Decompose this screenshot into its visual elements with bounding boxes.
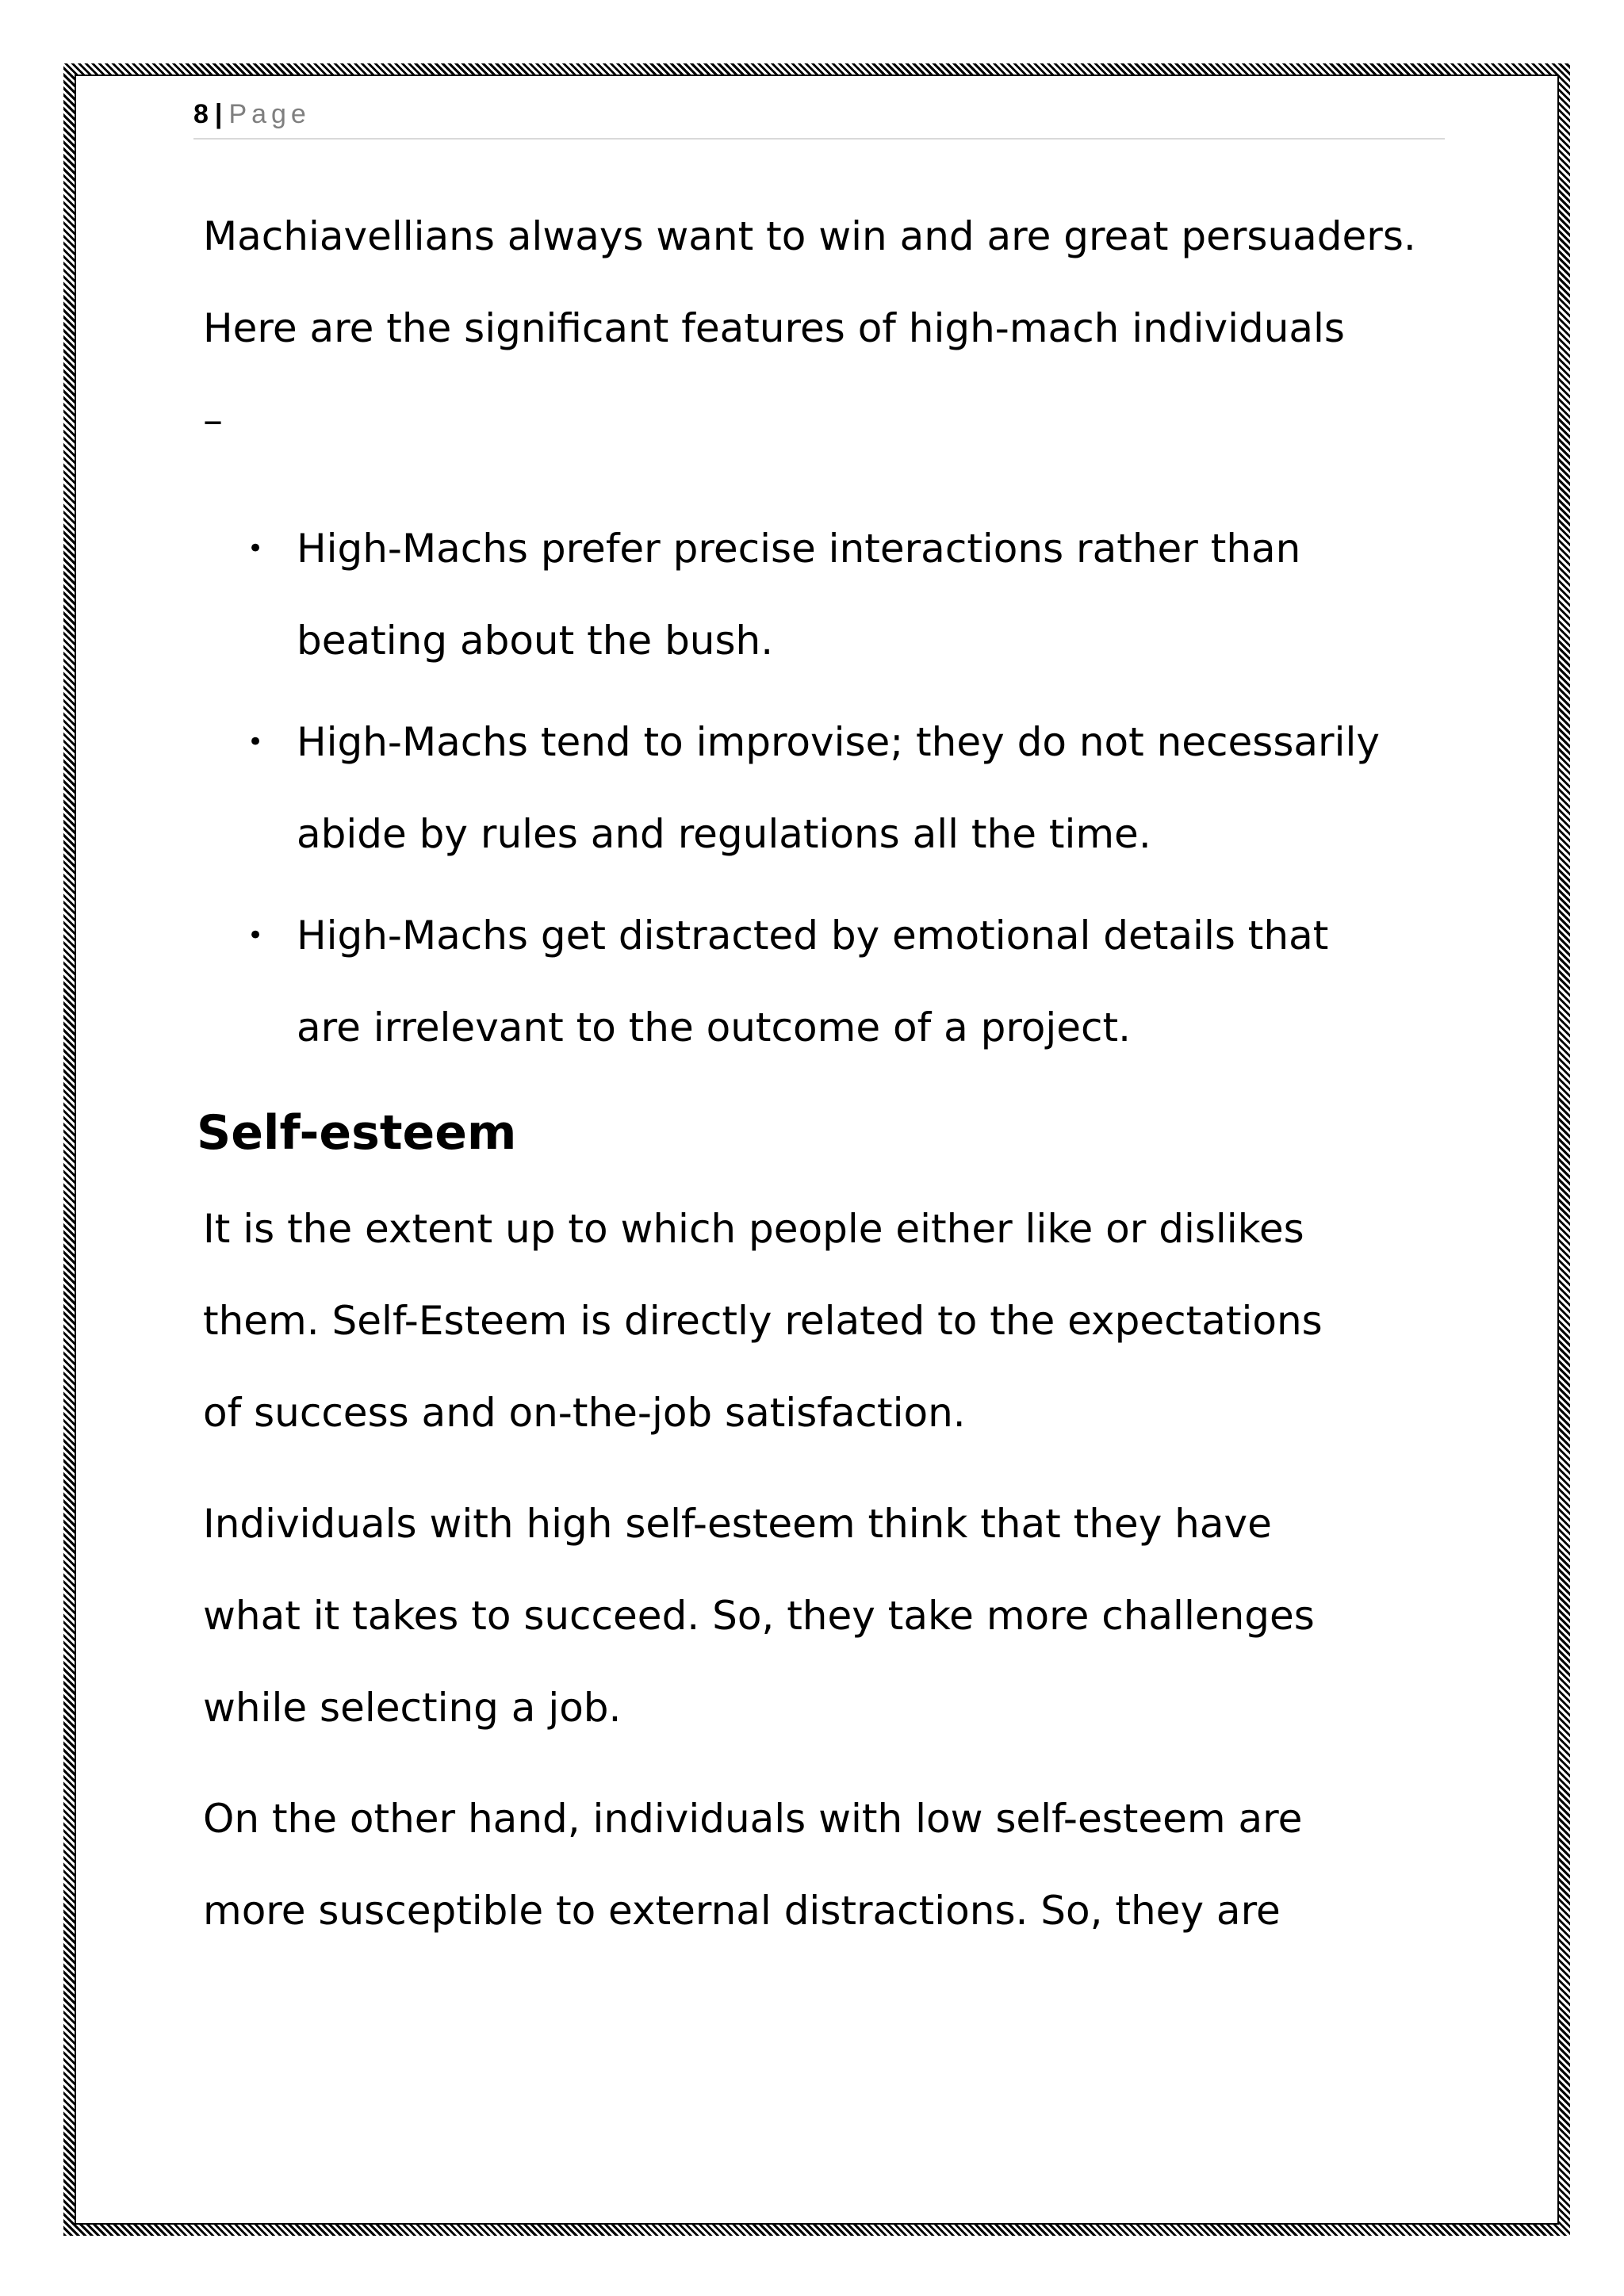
list-item-line: are irrelevant to the outcome of a project. xyxy=(297,1004,1132,1050)
intro-paragraph xyxy=(203,190,1440,466)
list-item-line: High-Machs prefer precise interactions rather than xyxy=(297,526,1301,572)
list-item-line: High-Machs tend to improvise; they do not necessarily xyxy=(297,719,1380,765)
body-paragraph xyxy=(203,1183,1440,1459)
page-content xyxy=(197,190,1440,1976)
intro-line: Machiavellians always want to win and are great persuaders. xyxy=(203,213,1416,259)
body-paragraph xyxy=(203,1478,1440,1754)
page-number: 8 xyxy=(193,99,209,129)
page-header xyxy=(193,97,1445,140)
body-paragraph xyxy=(203,1773,1440,1957)
paragraph-line: Individuals with high self-esteem think that they have xyxy=(203,1501,1272,1547)
bullet-icon: • xyxy=(247,726,264,758)
paragraph-line: them. Self-Esteem is directly related to the expectations xyxy=(203,1298,1323,1344)
intro-line: Here are the significant features of high-mach individuals xyxy=(203,305,1345,351)
list-item xyxy=(247,503,1440,687)
paragraph-line: more susceptible to external distractions. So, they are xyxy=(203,1888,1281,1934)
list-item-line: abide by rules and regulations all the time. xyxy=(297,811,1151,857)
section-heading: Self-esteem xyxy=(197,1105,517,1161)
paragraph-line: On the other hand, individuals with low self-esteem are xyxy=(203,1796,1303,1842)
list-item xyxy=(247,890,1440,1073)
paragraph-line: while selecting a job. xyxy=(203,1685,622,1731)
list-item-line: beating about the bush. xyxy=(297,618,774,664)
intro-line: – xyxy=(203,397,223,443)
header-separator: | xyxy=(214,99,223,129)
bullet-icon: • xyxy=(247,920,264,951)
list-item xyxy=(247,696,1440,880)
paragraph-line: what it takes to succeed. So, they take more challenges xyxy=(203,1593,1315,1639)
page-label: Page xyxy=(228,99,311,129)
features-list xyxy=(203,503,1440,1073)
paragraph-line: of success and on-the-job satisfaction. xyxy=(203,1390,966,1436)
bullet-icon: • xyxy=(247,533,264,564)
paragraph-line: It is the extent up to which people either like or dislikes xyxy=(203,1206,1304,1252)
list-item-line: High-Machs get distracted by emotional details that xyxy=(297,913,1329,959)
